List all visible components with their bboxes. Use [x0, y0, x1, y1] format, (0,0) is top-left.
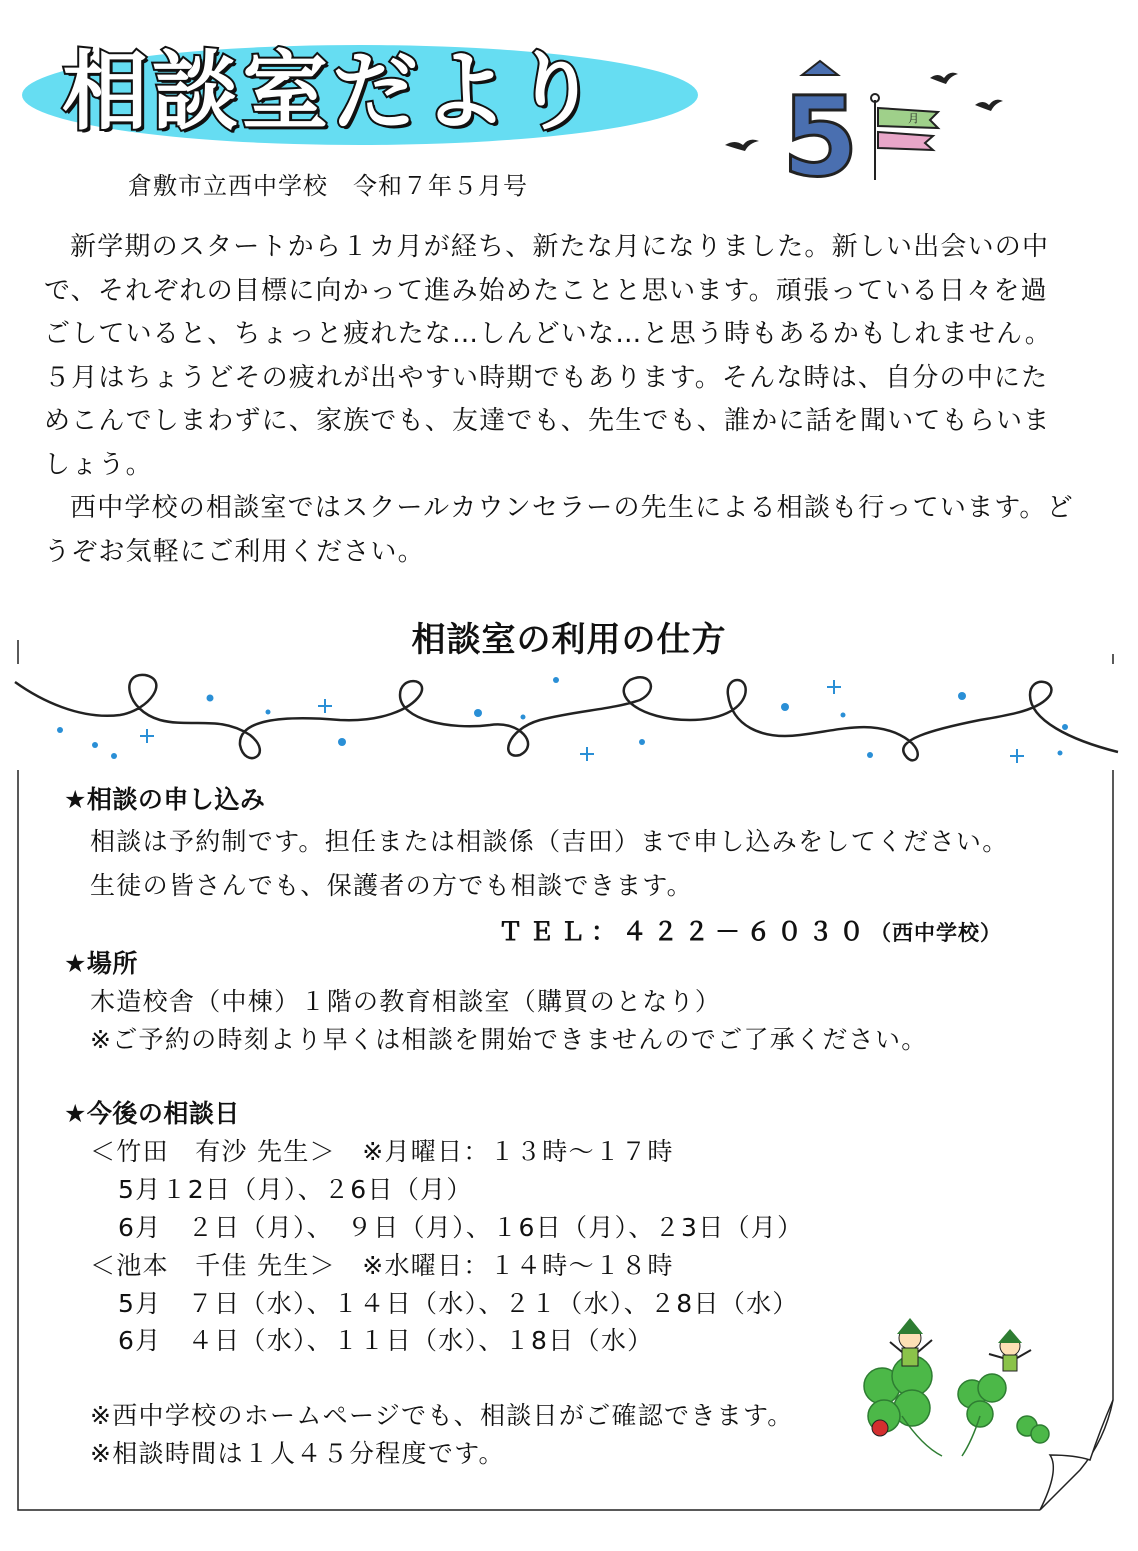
school-issue-line: 倉敷市立西中学校 令和７年５月号	[128, 172, 528, 200]
newsletter-title: 相談室だより	[62, 42, 602, 142]
apply-line-2: 生徒の皆さんでも、保護者の方でも相談できます。	[90, 871, 693, 900]
apply-line-1: 相談は予約制です。担任または相談係（吉田）まで申し込みをしてください。	[90, 827, 1009, 856]
homepage-note: ※西中学校のホームページでも、相談日がご確認できます。	[90, 1401, 794, 1430]
date-list-may-counselor-1: 5月１2日（月）、２6日（月）	[118, 1175, 473, 1204]
date-list-june-counselor-1: 6月 ２日（月）、 ９日（月）、１6日（月）、２3日（月）	[118, 1213, 804, 1242]
date-list-may-counselor-2: 5月 ７日（水）、１４日（水）、２１（水）、２8日（水）	[118, 1289, 799, 1318]
usage-section-title: 相談室の利用の仕方	[411, 620, 727, 660]
intro-paragraph-1: 新学期のスタートから１カ月が経ち、新たな月になりました。新しい出会いの中で、それぞれの目標に向かって進み始めたことと思います。頑張っている日々を過ごしていると、ちょっと疲れたな…しんどいな…と思う時もあるかもしれません。５月はちょうどその疲れが出やすい時期でもあります。そんな時は、自分の中にためこんでしまわずに、家族でも、友達でも、先生でも、誰かに話を聞いてもらいましょう。	[44, 232, 1052, 480]
place-heading: ★場所	[64, 949, 138, 978]
dates-heading: ★今後の相談日	[64, 1099, 240, 1128]
intro-paragraph-2: 西中学校の相談室ではスクールカウンセラーの先生による相談も行っています。どうぞお気軽にご利用ください。	[44, 493, 1074, 567]
may-koinobori-illustration	[720, 50, 1020, 190]
koinobori-flag-text: 月	[908, 112, 919, 125]
clover-children-illustration	[852, 1316, 1052, 1466]
duration-note: ※相談時間は１人４５分程度です。	[90, 1439, 505, 1468]
place-line-1: 木造校舎（中棟）１階の教育相談室（購買のとなり）	[90, 987, 722, 1016]
place-line-2: ※ご予約の時刻より早くは相談を開始できませんのでご了承ください。	[90, 1025, 928, 1054]
phone-number	[498, 912, 1002, 948]
date-list-june-counselor-2: 6月 ４日（水）、１１日（水）、１8日（水）	[118, 1326, 654, 1355]
loop-line-decoration	[0, 660, 1138, 780]
phone-note: （西中学校）	[870, 921, 1003, 945]
phone-number-text: ＴＥＬ：４２２－６０３０	[498, 917, 871, 946]
counselor-1-schedule: ＜竹田 有沙 先生＞ ※月曜日：１３時～１７時	[90, 1137, 674, 1166]
counselor-2-schedule: ＜池本 千佳 先生＞ ※水曜日：１４時～１８時	[90, 1251, 674, 1280]
apply-heading: ★相談の申し込み	[64, 785, 266, 814]
may-five-glyph: 5	[782, 73, 859, 190]
intro-text	[44, 226, 1074, 574]
